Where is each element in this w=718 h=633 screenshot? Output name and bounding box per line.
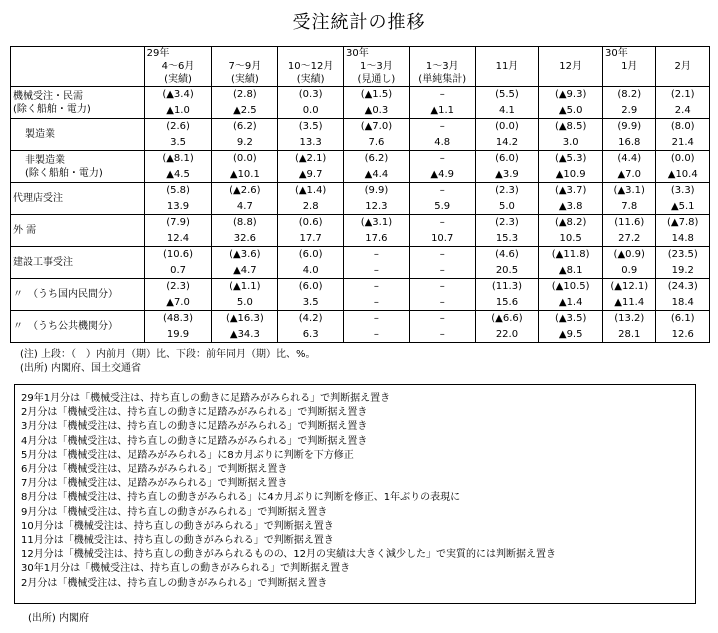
cell-change-prev: (▲2.1) — [278, 151, 344, 167]
row-label — [11, 247, 145, 279]
cell-change-prev: (6.0) — [278, 247, 344, 263]
judgment-line: 30年1月分は「機械受注は、持ち直しの動きがみられる」で判断据え置き — [21, 563, 351, 575]
table-row — [11, 119, 710, 135]
column-header-note — [605, 73, 653, 86]
cell-change-prev: – — [409, 183, 475, 199]
cell-change-yoy: 5.9 — [409, 199, 475, 215]
box-source: (出所) 内閣府 — [28, 613, 89, 624]
cell-change-yoy: 7.8 — [603, 199, 656, 215]
column-header-note — [478, 73, 537, 86]
page-title: 受注統計の推移 — [292, 12, 426, 33]
cell-change-prev: (▲9.3) — [539, 87, 603, 103]
cell-change-yoy: ▲4.4 — [344, 167, 410, 183]
cell-change-prev: (▲3.1) — [603, 183, 656, 199]
cell-change-yoy: – — [344, 327, 410, 343]
table-source: (出所) 内閣府、国土交通省 — [20, 363, 141, 374]
column-header-year — [658, 47, 707, 60]
cell-change-prev: (9.9) — [344, 183, 410, 199]
cell-change-prev: (2.3) — [475, 183, 539, 199]
cell-change-yoy: 12.6 — [656, 327, 710, 343]
column-header-note: (実績) — [296, 74, 325, 85]
cell-change-prev: (6.1) — [656, 311, 710, 327]
cell-change-prev: (11.6) — [603, 215, 656, 231]
cell-change-prev: (24.3) — [656, 279, 710, 295]
row-label — [11, 279, 145, 311]
table-row — [11, 311, 710, 327]
cell-change-prev: (8.8) — [212, 215, 278, 231]
cell-change-prev: (13.2) — [603, 311, 656, 327]
cell-change-prev: (▲3.4) — [144, 87, 212, 103]
cell-change-prev: (11.3) — [475, 279, 539, 295]
cell-change-prev: (10.6) — [144, 247, 212, 263]
cell-change-prev: (4.6) — [475, 247, 539, 263]
cell-change-prev: – — [344, 247, 410, 263]
judgment-history-box — [14, 384, 696, 604]
cell-change-prev: (4.4) — [603, 151, 656, 167]
cell-change-prev: (4.2) — [278, 311, 344, 327]
cell-change-yoy: ▲5.0 — [539, 103, 603, 119]
column-header-year — [214, 47, 275, 60]
cell-change-prev: (2.3) — [475, 215, 539, 231]
cell-change-yoy: – — [409, 327, 475, 343]
row-label-main: 代理店受注 — [13, 193, 63, 204]
cell-change-prev: (2.8) — [212, 87, 278, 103]
cell-change-yoy: 4.0 — [278, 263, 344, 279]
cell-change-yoy: ▲7.0 — [603, 167, 656, 183]
cell-change-yoy: 3.0 — [539, 135, 603, 151]
column-header — [144, 47, 212, 87]
row-label — [11, 311, 145, 343]
judgment-line: 7月分は「機械受注は、足踏みがみられる」で判断据え置き — [21, 478, 288, 490]
cell-change-prev: (▲16.3) — [212, 311, 278, 327]
column-header-year: 30年 — [605, 48, 628, 59]
cell-change-prev: – — [344, 311, 410, 327]
cell-change-prev: (3.3) — [656, 183, 710, 199]
cell-change-yoy: 0.9 — [603, 263, 656, 279]
column-header-period: 4～6月 — [161, 61, 195, 72]
table-row — [11, 279, 710, 295]
row-label — [11, 87, 145, 119]
cell-change-prev: (▲3.1) — [344, 215, 410, 231]
cell-change-yoy: 3.5 — [144, 135, 212, 151]
cell-change-yoy: – — [344, 263, 410, 279]
cell-change-yoy: 28.1 — [603, 327, 656, 343]
row-label-main: 建設工事受注 — [13, 257, 73, 268]
cell-change-prev: (▲1.4) — [278, 183, 344, 199]
cell-change-yoy: ▲10.9 — [539, 167, 603, 183]
cell-change-yoy: ▲7.0 — [144, 295, 212, 311]
column-header — [603, 47, 656, 87]
column-header — [278, 47, 344, 87]
column-header-period: 2月 — [674, 61, 691, 72]
cell-change-prev: (▲6.6) — [475, 311, 539, 327]
cell-change-yoy: – — [409, 295, 475, 311]
cell-change-prev: (7.9) — [144, 215, 212, 231]
cell-change-prev: – — [409, 311, 475, 327]
cell-change-prev: (2.1) — [656, 87, 710, 103]
column-header-year: 29年 — [146, 48, 170, 59]
column-header — [539, 47, 603, 87]
cell-change-prev: (6.0) — [278, 279, 344, 295]
cell-change-prev: – — [409, 87, 475, 103]
column-header-period: 12月 — [559, 61, 583, 72]
column-header-period: 1月 — [621, 61, 638, 72]
judgment-line: 29年1月分は「機械受注は、持ち直しの動きに足踏みがみられる」で判断据え置き — [21, 393, 391, 404]
cell-change-yoy: – — [409, 263, 475, 279]
cell-change-yoy: 18.4 — [656, 295, 710, 311]
table-note: (注) 上段：（ ）内前月（期）比、下段：前年同月（期）比、%。 — [20, 349, 316, 360]
row-label-sub: (除く船舶・電力) — [25, 167, 103, 179]
cell-change-yoy: 15.6 — [475, 295, 539, 311]
cell-change-yoy: 4.1 — [475, 103, 539, 119]
cell-change-prev: (▲2.6) — [212, 183, 278, 199]
cell-change-yoy: 32.6 — [212, 231, 278, 247]
row-label — [11, 183, 145, 215]
cell-change-prev: (5.5) — [475, 87, 539, 103]
cell-change-yoy: 20.5 — [475, 263, 539, 279]
row-label-main: 非製造業 — [25, 154, 65, 166]
column-header-note: (実績) — [164, 74, 192, 85]
column-header-year — [412, 47, 473, 60]
cell-change-yoy: 2.4 — [656, 103, 710, 119]
cell-change-yoy: ▲4.9 — [409, 167, 475, 183]
cell-change-prev: (0.0) — [475, 119, 539, 135]
cell-change-prev: (9.9) — [603, 119, 656, 135]
judgment-line: 3月分は「機械受注は、持ち直しの動きに足踏みがみられる」で判断据え置き — [21, 421, 368, 433]
cell-change-yoy: 21.4 — [656, 135, 710, 151]
judgment-line: 4月分は「機械受注は、持ち直しの動きに足踏みがみられる」で判断据え置き — [21, 435, 368, 447]
cell-change-prev: (▲1.5) — [344, 87, 410, 103]
judgment-line: 10月分は「機械受注は、持ち直しの動きがみられる」で判断据え置き — [21, 520, 334, 532]
column-header-note: (単純集計) — [418, 74, 467, 85]
cell-change-prev: (0.0) — [212, 151, 278, 167]
cell-change-yoy: 10.5 — [539, 231, 603, 247]
column-header-year — [541, 47, 600, 60]
judgment-line: 9月分は「機械受注は、持ち直しの動きがみられる」で判断据え置き — [21, 506, 328, 518]
column-header-period: 1～3月 — [425, 61, 459, 72]
cell-change-yoy: 17.7 — [278, 231, 344, 247]
row-label — [11, 119, 145, 151]
header-corner — [11, 47, 145, 87]
cell-change-prev: (6.0) — [475, 151, 539, 167]
cell-change-yoy: 7.6 — [344, 135, 410, 151]
cell-change-yoy: 22.0 — [475, 327, 539, 343]
cell-change-yoy: ▲9.7 — [278, 167, 344, 183]
table-row — [11, 247, 710, 263]
table-row — [11, 215, 710, 231]
row-label — [11, 215, 145, 247]
cell-change-prev: (0.3) — [278, 87, 344, 103]
cell-change-yoy: ▲3.9 — [475, 167, 539, 183]
cell-change-prev: (▲8.2) — [539, 215, 603, 231]
column-header-period: 10～12月 — [287, 61, 334, 72]
cell-change-yoy: 16.8 — [603, 135, 656, 151]
cell-change-yoy: ▲4.5 — [144, 167, 212, 183]
cell-change-yoy: ▲2.5 — [212, 103, 278, 119]
row-label-main: 製造業 — [25, 129, 55, 140]
table-row — [11, 87, 710, 103]
cell-change-yoy: ▲0.3 — [344, 103, 410, 119]
cell-change-yoy: 12.3 — [344, 199, 410, 215]
cell-change-prev: (2.3) — [144, 279, 212, 295]
judgment-line: 2月分は「機械受注は、持ち直しの動きに足踏みがみられる」で判断据え置き — [21, 407, 368, 419]
cell-change-yoy: 9.2 — [212, 135, 278, 151]
table-row — [11, 183, 710, 199]
judgment-line: 2月分は「機械受注は、持ち直しの動きがみられる」で判断据え置き — [21, 577, 328, 589]
cell-change-prev: – — [409, 279, 475, 295]
cell-change-yoy: 14.2 — [475, 135, 539, 151]
column-header-note — [658, 73, 707, 86]
cell-change-yoy: 6.3 — [278, 327, 344, 343]
cell-change-yoy: 12.4 — [144, 231, 212, 247]
cell-change-yoy: 15.3 — [475, 231, 539, 247]
cell-change-yoy: 5.0 — [475, 199, 539, 215]
cell-change-yoy: ▲11.4 — [603, 295, 656, 311]
cell-change-yoy: ▲9.5 — [539, 327, 603, 343]
cell-change-prev: – — [409, 215, 475, 231]
cell-change-yoy: 4.8 — [409, 135, 475, 151]
judgment-line: 5月分は「機械受注は、足踏みがみられる」に8カ月ぶりに判断を下方修正 — [21, 449, 354, 461]
judgment-line: 6月分は「機械受注は、足踏みがみられる」で判断据え置き — [21, 464, 288, 475]
cell-change-prev: (5.8) — [144, 183, 212, 199]
column-header-period: 7～9月 — [228, 61, 262, 72]
column-header-note — [541, 73, 600, 86]
cell-change-yoy: ▲34.3 — [212, 327, 278, 343]
row-label-main: 〃 （うち公共機関分） — [13, 321, 118, 332]
column-header-year — [478, 47, 537, 60]
cell-change-prev: (▲8.5) — [539, 119, 603, 135]
cell-change-prev: (▲7.8) — [656, 215, 710, 231]
cell-change-prev: (0.0) — [656, 151, 710, 167]
cell-change-prev: (0.6) — [278, 215, 344, 231]
cell-change-yoy: ▲10.4 — [656, 167, 710, 183]
column-header — [409, 47, 475, 87]
cell-change-yoy: 19.9 — [144, 327, 212, 343]
cell-change-yoy: 10.7 — [409, 231, 475, 247]
cell-change-yoy: 3.5 — [278, 295, 344, 311]
cell-change-yoy: 27.2 — [603, 231, 656, 247]
cell-change-prev: (48.3) — [144, 311, 212, 327]
cell-change-prev: (▲11.8) — [539, 247, 603, 263]
cell-change-yoy: 19.2 — [656, 263, 710, 279]
cell-change-prev: (▲1.1) — [212, 279, 278, 295]
column-header — [212, 47, 278, 87]
cell-change-yoy: ▲10.1 — [212, 167, 278, 183]
cell-change-prev: (23.5) — [656, 247, 710, 263]
column-header-year: 30年 — [346, 48, 369, 59]
cell-change-prev: (▲3.7) — [539, 183, 603, 199]
cell-change-yoy: ▲1.1 — [409, 103, 475, 119]
judgment-line: 8月分は「機械受注は、持ち直しの動きがみられる」に4カ月ぶりに判断を修正、1年ぶりの表現に — [21, 492, 461, 504]
cell-change-yoy: – — [344, 295, 410, 311]
cell-change-yoy: ▲5.1 — [656, 199, 710, 215]
column-header-note: (見通し) — [357, 74, 396, 85]
cell-change-prev: (▲5.3) — [539, 151, 603, 167]
cell-change-prev: – — [409, 151, 475, 167]
cell-change-prev: (▲7.0) — [344, 119, 410, 135]
cell-change-yoy: ▲1.4 — [539, 295, 603, 311]
row-label — [11, 151, 145, 183]
cell-change-yoy: 13.9 — [144, 199, 212, 215]
cell-change-yoy: ▲1.0 — [144, 103, 212, 119]
cell-change-yoy: ▲8.1 — [539, 263, 603, 279]
cell-change-prev: (▲10.5) — [539, 279, 603, 295]
cell-change-yoy: 13.3 — [278, 135, 344, 151]
row-label-main: 機械受注・民需 — [13, 90, 83, 102]
row-label-main: 外 需 — [13, 225, 37, 236]
cell-change-prev: (▲3.6) — [212, 247, 278, 263]
table-row — [11, 151, 710, 167]
cell-change-prev: – — [409, 119, 475, 135]
cell-change-yoy: ▲4.7 — [212, 263, 278, 279]
row-label-main: 〃 （うち国内民間分） — [13, 289, 118, 300]
cell-change-yoy: ▲3.8 — [539, 199, 603, 215]
column-header-period: 11月 — [495, 61, 519, 72]
cell-change-prev: (3.5) — [278, 119, 344, 135]
cell-change-yoy: 17.6 — [344, 231, 410, 247]
column-header-period: 1～3月 — [360, 61, 393, 72]
judgment-line: 12月分は「機械受注は、持ち直しの動きがみられるものの、12月の実績は大きく減少した」で実質的には判断据え置き — [21, 549, 557, 561]
cell-change-yoy: 4.7 — [212, 199, 278, 215]
cell-change-prev: – — [344, 279, 410, 295]
column-header — [344, 47, 410, 87]
cell-change-prev: (▲3.5) — [539, 311, 603, 327]
cell-change-yoy: 0.7 — [144, 263, 212, 279]
orders-statistics-table — [10, 46, 710, 343]
cell-change-yoy: 5.0 — [212, 295, 278, 311]
cell-change-prev: (▲8.1) — [144, 151, 212, 167]
column-header-note: (実績) — [230, 74, 259, 85]
cell-change-yoy: 2.8 — [278, 199, 344, 215]
cell-change-yoy: 2.9 — [603, 103, 656, 119]
cell-change-prev: (6.2) — [212, 119, 278, 135]
cell-change-prev: (▲0.9) — [603, 247, 656, 263]
column-header — [656, 47, 710, 87]
row-label-sub: (除く船舶・電力) — [13, 103, 91, 115]
cell-change-prev: (▲12.1) — [603, 279, 656, 295]
cell-change-prev: (2.6) — [144, 119, 212, 135]
column-header-year — [280, 47, 341, 60]
judgment-line: 11月分は「機械受注は、持ち直しの動きがみられる」で判断据え置き — [21, 535, 334, 546]
cell-change-prev: (8.2) — [603, 87, 656, 103]
cell-change-prev: (6.2) — [344, 151, 410, 167]
cell-change-prev: (8.0) — [656, 119, 710, 135]
cell-change-yoy: 0.0 — [278, 103, 344, 119]
cell-change-prev: – — [409, 247, 475, 263]
header-row — [11, 47, 710, 87]
column-header — [475, 47, 539, 87]
cell-change-yoy: 14.8 — [656, 231, 710, 247]
